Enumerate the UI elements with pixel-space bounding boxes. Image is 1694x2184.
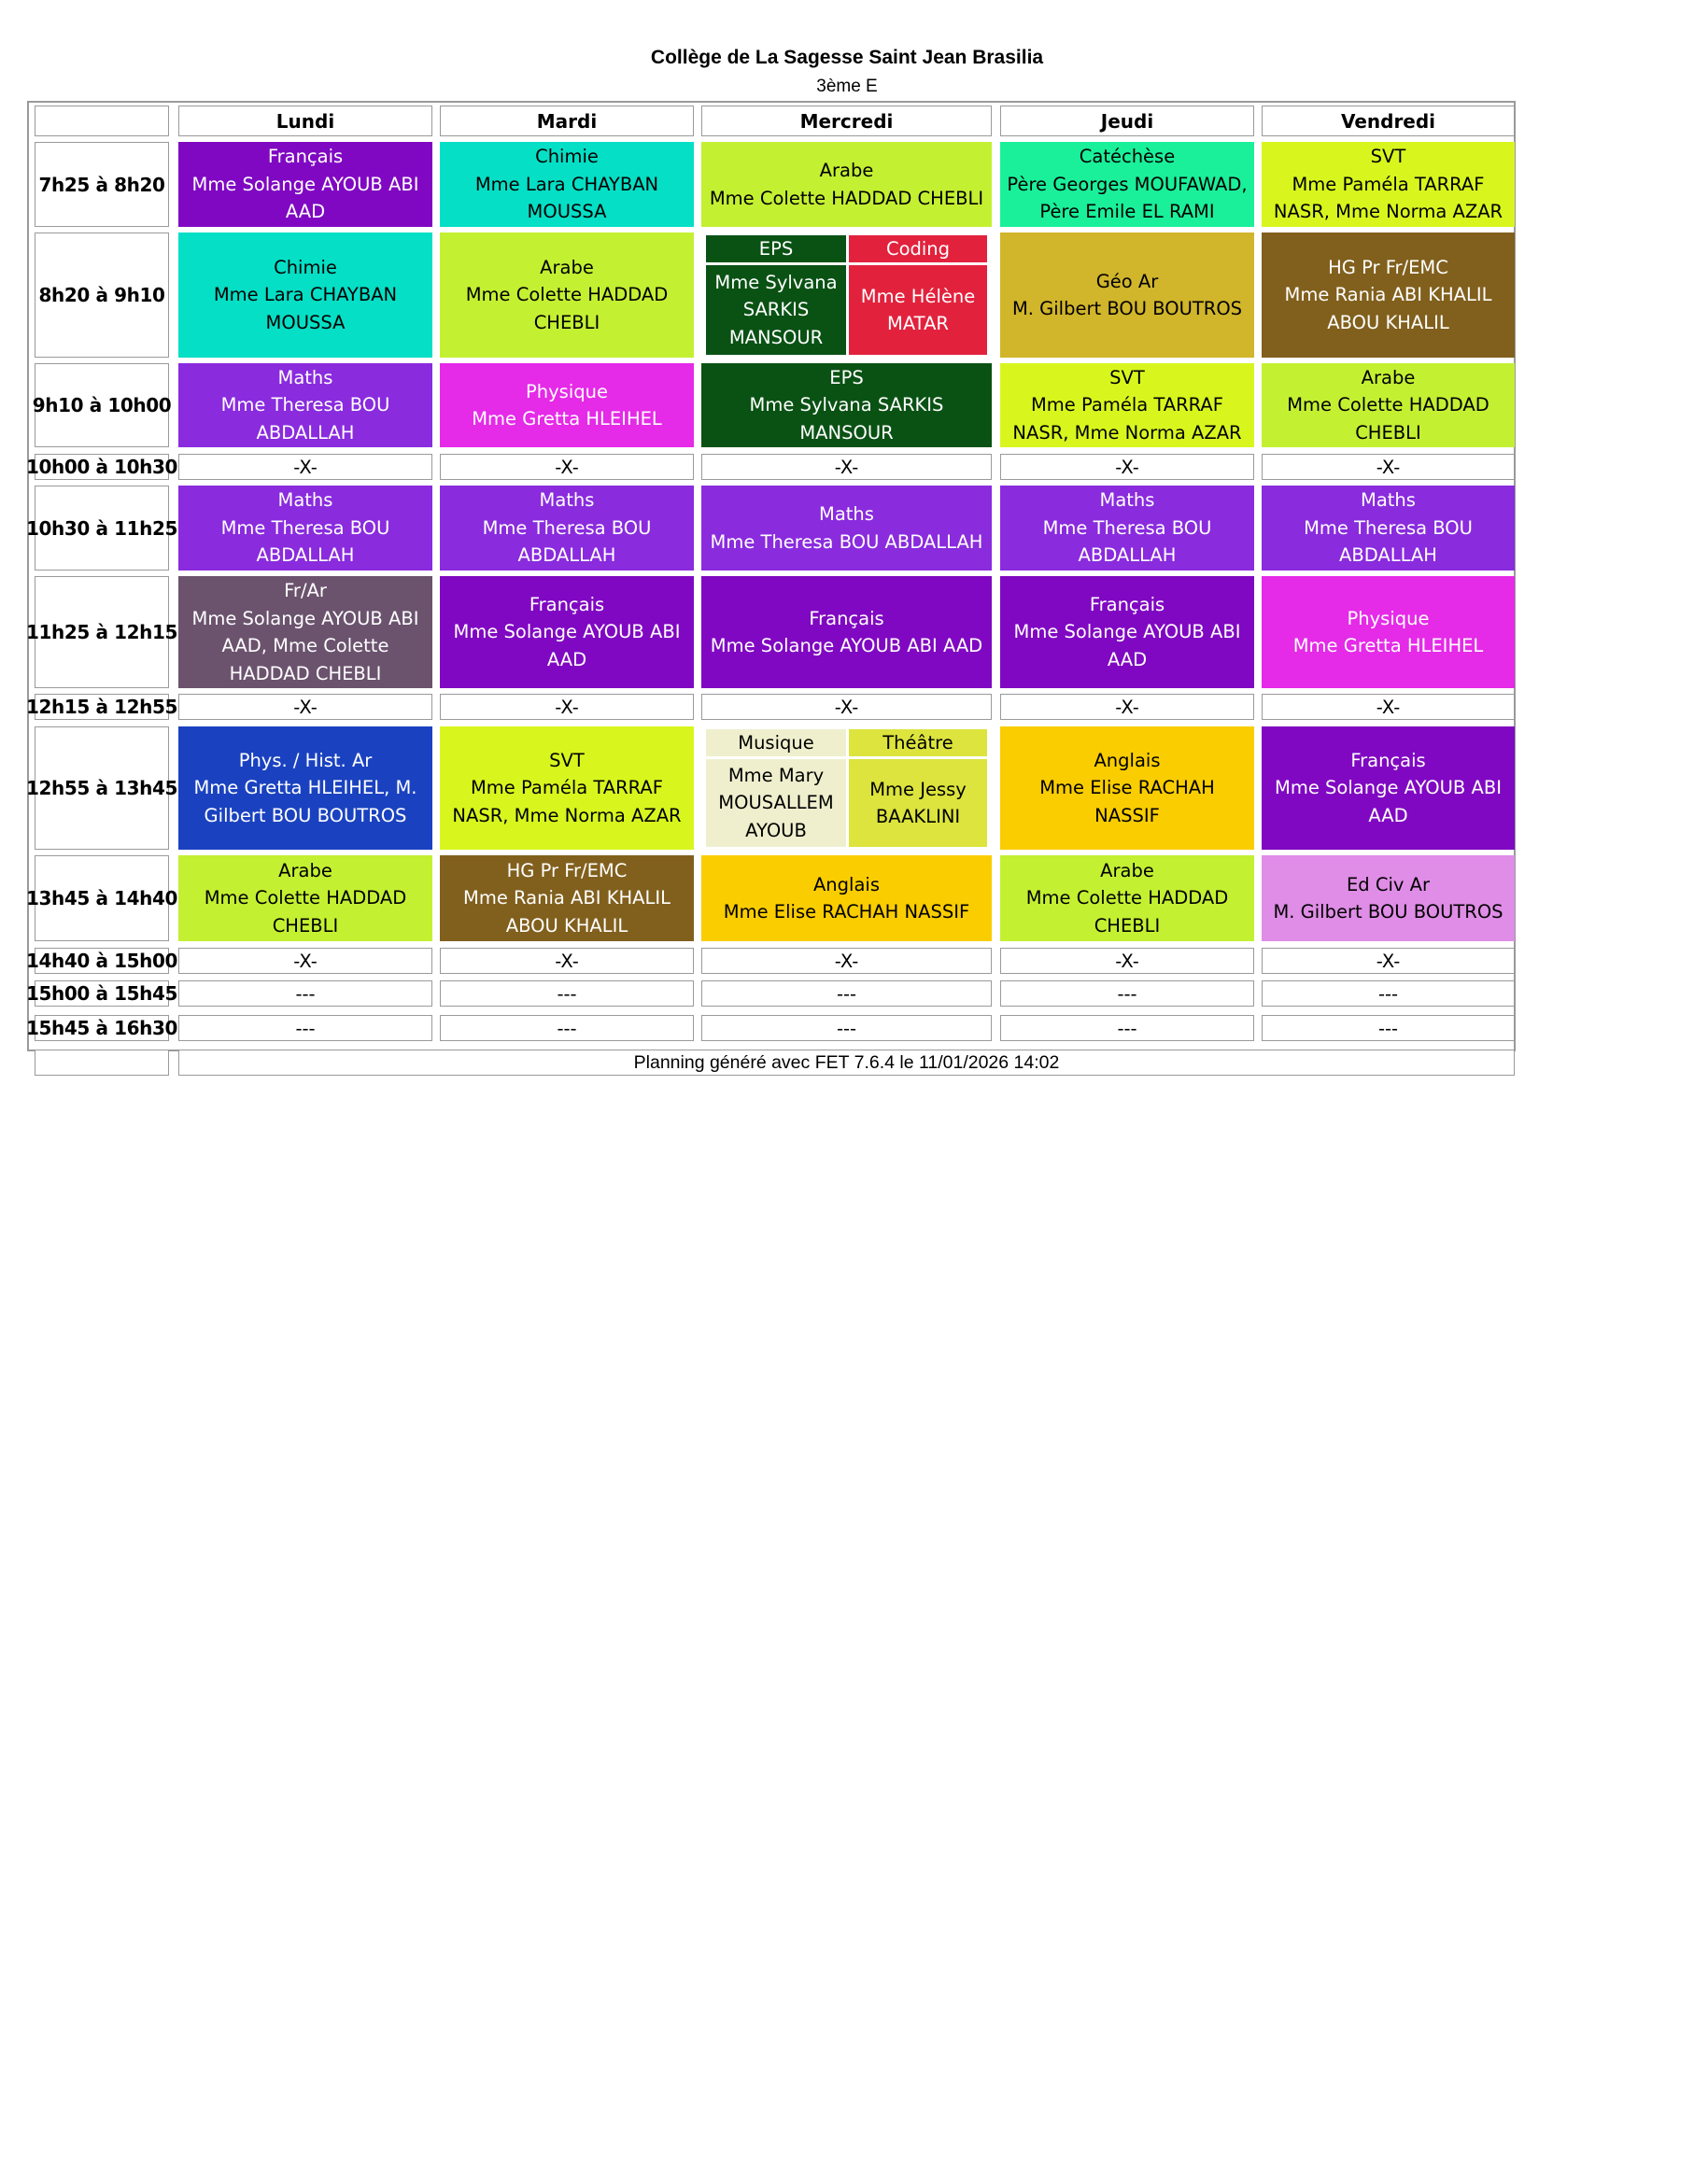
time-label: 12h55 à 13h45 — [35, 726, 169, 850]
cell-text: Maths Mme Theresa BOU ABDALLAH — [710, 503, 983, 553]
empty-slot — [701, 980, 992, 1007]
cell-text: --- — [836, 1017, 857, 1039]
course-cell — [701, 855, 992, 941]
cell-text: -X- — [293, 950, 318, 972]
cell-text: --- — [1117, 1017, 1137, 1039]
corner-cell — [35, 106, 169, 136]
cell-text: Fr/Ar Mme Solange AYOUB ABI AAD, Mme Colette HADDAD CHEBLI — [191, 580, 419, 684]
cell-text: --- — [1117, 982, 1137, 1005]
course-cell — [701, 576, 992, 688]
time-label: 14h40 à 15h00 — [25, 950, 178, 972]
time-label: 10h00 à 10h30 — [25, 456, 178, 478]
empty-slot — [178, 454, 432, 480]
day-header: Vendredi — [1262, 106, 1515, 136]
cell-text: SVT Mme Paméla TARRAF NASR, Mme Norma AZAR — [1273, 146, 1503, 223]
cell-text: Ed Civ Ar M. Gilbert BOU BOUTROS — [1273, 873, 1503, 923]
cell-text: HG Pr Fr/EMC Mme Rania ABI KHALIL ABOU KHALIL — [1284, 256, 1492, 333]
course-cell — [701, 486, 992, 571]
split-head — [849, 235, 987, 262]
course-cell — [1262, 486, 1515, 571]
course-cell — [1262, 232, 1515, 358]
cell-text: Français Mme Solange AYOUB ABI AAD — [453, 593, 681, 670]
empty-slot — [701, 1015, 992, 1041]
time-label: 13h45 à 14h40 — [35, 855, 169, 941]
empty-slot — [701, 454, 992, 480]
cell-text: Mme Sylvana SARKIS MANSOUR — [714, 271, 838, 348]
cell-text: Arabe Mme Colette HADDAD CHEBLI — [465, 256, 669, 333]
cell-text: Mme Jessy BAAKLINI — [869, 778, 967, 827]
cell-text: Coding — [885, 237, 951, 260]
time-label: 9h10 à 10h00 — [35, 363, 169, 447]
cell-text: EPS — [758, 237, 794, 260]
course-cell — [440, 232, 694, 358]
time-label: 8h20 à 9h10 — [35, 232, 169, 358]
course-cell — [1262, 855, 1515, 941]
cell-text: Mme Hélène MATAR — [860, 285, 976, 334]
empty-slot — [701, 948, 992, 974]
cell-text: -X- — [293, 456, 318, 478]
cell-text: Théâtre — [882, 731, 953, 754]
cell-text: -X- — [1376, 696, 1401, 718]
course-cell — [1000, 363, 1254, 447]
footer-corner — [35, 1050, 169, 1076]
cell-text: -X- — [1376, 456, 1401, 478]
course-cell — [1000, 486, 1254, 571]
cell-text: HG Pr Fr/EMC Mme Rania ABI KHALIL ABOU KHALIL — [463, 859, 671, 937]
cell-text: --- — [557, 982, 577, 1005]
empty-slot — [440, 454, 694, 480]
empty-slot — [701, 694, 992, 720]
course-cell — [701, 142, 992, 227]
cell-text: Anglais Mme Elise RACHAH NASSIF — [1039, 749, 1215, 826]
cell-text: -X- — [555, 696, 579, 718]
cell-text: -X- — [834, 696, 859, 718]
footer-note: Planning généré avec FET 7.6.4 le 11/01/2026 14:02 — [178, 1050, 1515, 1076]
empty-slot — [1000, 948, 1254, 974]
course-cell — [440, 363, 694, 447]
cell-text: Maths Mme Theresa BOU ABDALLAH — [1304, 489, 1473, 567]
empty-slot — [440, 1015, 694, 1041]
course-cell — [1262, 363, 1515, 447]
cell-text: Phys. / Hist. Ar Mme Gretta HLEIHEL, M. Gilbert BOU BOUTROS — [193, 749, 417, 826]
cell-text: EPS Mme Sylvana SARKIS MANSOUR — [749, 366, 944, 444]
split-head — [706, 729, 846, 756]
split-head — [706, 235, 846, 262]
cell-text: Arabe Mme Colette HADDAD CHEBLI — [709, 160, 984, 209]
time-label: 11h25 à 12h15 — [35, 576, 169, 688]
cell-text: Chimie Mme Lara CHAYBAN MOUSSA — [213, 256, 398, 333]
empty-slot — [1000, 1015, 1254, 1041]
empty-slot — [1000, 694, 1254, 720]
course-cell — [440, 726, 694, 850]
cell-text: Anglais Mme Elise RACHAH NASSIF — [723, 873, 970, 923]
cell-text: Arabe Mme Colette HADDAD CHEBLI — [1025, 859, 1229, 937]
cell-text: Maths Mme Theresa BOU ABDALLAH — [482, 489, 652, 567]
cell-text: -X- — [1376, 950, 1401, 972]
time-label: 10h30 à 11h25 — [35, 486, 169, 571]
cell-text: Géo Ar M. Gilbert BOU BOUTROS — [1011, 270, 1243, 319]
course-cell — [440, 486, 694, 571]
empty-slot — [178, 948, 432, 974]
cell-text: -X- — [1115, 950, 1139, 972]
empty-slot — [178, 980, 432, 1007]
cell-text: Français Mme Solange AYOUB ABI AAD — [710, 607, 983, 656]
cell-text: --- — [836, 982, 857, 1005]
cell-text: -X- — [834, 950, 859, 972]
class-subtitle: 3ème E — [816, 77, 878, 96]
course-cell — [178, 726, 432, 850]
cell-text: -X- — [555, 950, 579, 972]
cell-text: Français Mme Solange AYOUB ABI AAD — [191, 146, 419, 223]
empty-slot — [1262, 1015, 1515, 1041]
time-label: 7h25 à 8h20 — [35, 142, 169, 227]
cell-text: Français Mme Solange AYOUB ABI AAD — [1013, 593, 1241, 670]
cell-text: --- — [295, 1017, 316, 1039]
cell-text: Physique Mme Gretta HLEIHEL — [1292, 607, 1484, 656]
cell-text: Mme Mary MOUSALLEM AYOUB — [718, 764, 834, 841]
course-cell — [1262, 576, 1515, 688]
course-cell — [178, 486, 432, 571]
course-cell — [1262, 142, 1515, 227]
course-cell — [1000, 142, 1254, 227]
time-label: 15h00 à 15h45 — [25, 982, 178, 1005]
cell-text: --- — [557, 1017, 577, 1039]
empty-slot — [1262, 454, 1515, 480]
day-header: Mercredi — [701, 106, 992, 136]
cell-text: -X- — [293, 696, 318, 718]
cell-text: -X- — [555, 456, 579, 478]
cell-text: Arabe Mme Colette HADDAD CHEBLI — [1287, 366, 1489, 444]
course-cell — [178, 232, 432, 358]
empty-slot — [178, 694, 432, 720]
empty-slot — [440, 694, 694, 720]
empty-slot — [178, 1015, 432, 1041]
course-cell — [1000, 232, 1254, 358]
empty-slot — [1000, 980, 1254, 1007]
cell-text: Physique Mme Gretta HLEIHEL — [472, 380, 662, 430]
course-cell — [1000, 576, 1254, 688]
time-label: 12h15 à 12h55 — [25, 696, 178, 718]
course-cell — [1262, 726, 1515, 850]
course-cell — [440, 576, 694, 688]
empty-slot — [440, 948, 694, 974]
cell-text: Maths Mme Theresa BOU ABDALLAH — [220, 489, 390, 567]
cell-text: Chimie Mme Lara CHAYBAN MOUSSA — [474, 146, 659, 223]
cell-text: -X- — [834, 456, 859, 478]
day-header: Lundi — [178, 106, 432, 136]
day-header: Mardi — [440, 106, 694, 136]
time-label: 15h45 à 16h30 — [25, 1017, 178, 1039]
cell-text: Maths Mme Theresa BOU ABDALLAH — [1042, 489, 1212, 567]
empty-slot — [440, 980, 694, 1007]
cell-text: SVT Mme Paméla TARRAF NASR, Mme Norma AZAR — [452, 749, 682, 826]
cell-text: SVT Mme Paméla TARRAF NASR, Mme Norma AZAR — [1012, 366, 1242, 444]
course-cell — [440, 855, 694, 941]
cell-text: -X- — [1115, 696, 1139, 718]
cell-text: Musique — [738, 731, 814, 754]
empty-slot — [1262, 948, 1515, 974]
empty-slot — [1262, 694, 1515, 720]
split-body — [849, 759, 987, 847]
cell-text: --- — [295, 982, 316, 1005]
page-title: Collège de La Sagesse Saint Jean Brasilia — [650, 47, 1044, 68]
cell-text: --- — [1377, 982, 1399, 1005]
cell-text: -X- — [1115, 456, 1139, 478]
empty-slot — [1000, 454, 1254, 480]
course-cell — [178, 142, 432, 227]
course-cell — [178, 363, 432, 447]
course-cell — [1000, 855, 1254, 941]
course-cell — [440, 142, 694, 227]
cell-text: Maths Mme Theresa BOU ABDALLAH — [220, 366, 390, 444]
course-cell — [1000, 726, 1254, 850]
empty-slot — [1262, 980, 1515, 1007]
cell-text: Arabe Mme Colette HADDAD CHEBLI — [204, 859, 407, 937]
cell-text: --- — [1377, 1017, 1399, 1039]
course-cell — [178, 855, 432, 941]
course-cell — [178, 576, 432, 688]
day-header: Jeudi — [1000, 106, 1254, 136]
cell-text: Français Mme Solange AYOUB ABI AAD — [1275, 749, 1502, 826]
cell-text: Catéchèse Père Georges MOUFAWAD, Père Emile EL RAMI — [1007, 146, 1248, 223]
split-head — [849, 729, 987, 756]
split-body — [849, 265, 987, 355]
split-body — [706, 265, 846, 355]
course-cell — [701, 363, 992, 447]
split-body — [706, 759, 846, 847]
